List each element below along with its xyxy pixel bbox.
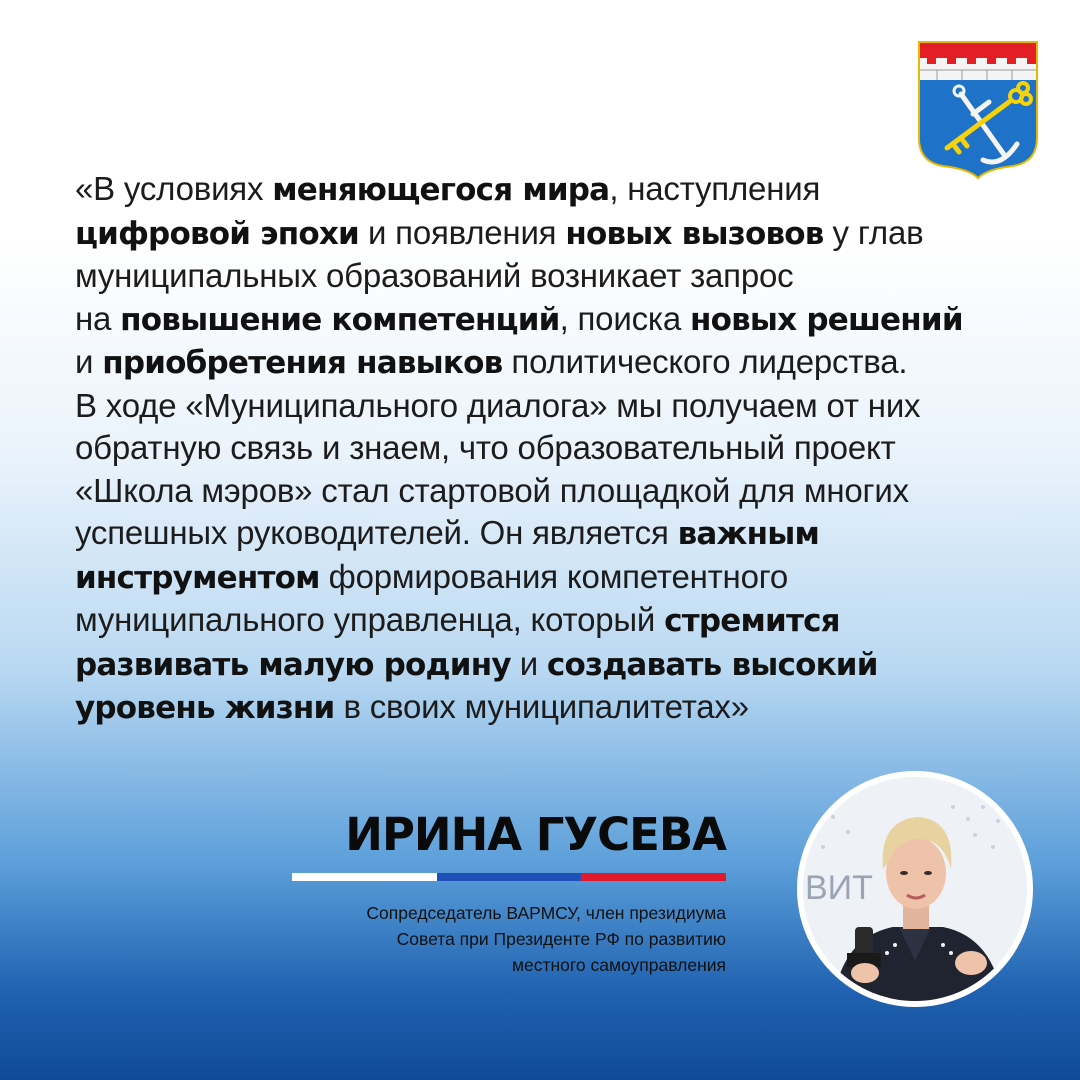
quote-emphasis: новых вызовов: [565, 215, 824, 252]
quote-segment: и появления: [358, 213, 566, 251]
speaker-position: [246, 900, 726, 978]
quote-segment: и: [75, 343, 103, 380]
quote-segment: обратную связь и знаем, что образовательный проект: [75, 429, 896, 466]
quote-segment: «Школа мэров» стал стартовой площадкой для многих: [75, 471, 909, 509]
quote-segment: у глав: [823, 213, 924, 251]
quote-line: [75, 341, 1035, 385]
quote-emphasis: приобретения навыков: [102, 345, 503, 381]
quote-emphasis: развивать малую родину: [75, 646, 511, 683]
quote-emphasis: уровень жизни: [75, 690, 335, 726]
quote-segment: на: [75, 299, 121, 337]
quote-segment: «В условиях: [75, 170, 273, 207]
quote-segment: формирования компетентного: [319, 557, 788, 595]
quote-segment: , поиска: [559, 299, 690, 337]
quote-segment: В ходе «Муниципального диалога» мы получаем от них: [75, 386, 921, 424]
quote-emphasis: важным: [677, 516, 819, 552]
quote-line: [75, 643, 1035, 687]
quote-segment: , наступления: [609, 170, 821, 207]
quote-segment: политического лидерства.: [502, 343, 908, 380]
quote-emphasis: цифровой эпохи: [75, 215, 359, 252]
tricolor-divider: [292, 873, 726, 881]
quote-line: [75, 686, 1035, 730]
flag-red-stripe: [581, 873, 726, 881]
speaker-photo: [797, 771, 1033, 1007]
coat-of-arms-icon: [917, 40, 1039, 180]
quote-segment: в своих муниципалитетах»: [334, 688, 749, 725]
flag-blue-stripe: [437, 873, 582, 881]
position-line: местного самоуправления: [511, 955, 726, 975]
quote-line: [75, 255, 1035, 298]
quote-segment: успешных руководителей. Он является: [75, 514, 678, 551]
speaker-name: ИРИНА ГУСЕВА: [345, 808, 726, 861]
quote-emphasis: создавать высокий: [546, 646, 878, 683]
quote-line: [75, 385, 1035, 428]
quote-line: [75, 512, 1035, 556]
quote-line: [75, 427, 1035, 470]
quote-line: [75, 212, 1035, 256]
quote-line: [75, 556, 1035, 600]
quote-segment: муниципальных образований возникает запрос: [75, 257, 794, 294]
quote-line: [75, 599, 1035, 643]
quote-emphasis: новых решений: [689, 301, 963, 338]
position-line: Сопредседатель ВАРМСУ, член президиума: [366, 903, 726, 923]
quote-line: [75, 168, 1035, 212]
quote-emphasis: стремится: [664, 603, 840, 639]
quote-emphasis: повышение компетенций: [120, 301, 560, 338]
quote-segment: муниципального управленца, который: [75, 601, 665, 638]
quote-line: [75, 298, 1035, 342]
quote-segment: и: [510, 644, 547, 682]
flag-white-stripe: [292, 873, 437, 881]
quote-emphasis: меняющегося мира: [272, 172, 610, 208]
quote-line: [75, 470, 1035, 513]
photo-backdrop-text: ВИТ: [805, 869, 873, 907]
quote-text: [75, 168, 1035, 730]
position-line: Совета при Президенте РФ по развитию: [396, 929, 726, 949]
quote-emphasis: инструментом: [75, 559, 320, 596]
